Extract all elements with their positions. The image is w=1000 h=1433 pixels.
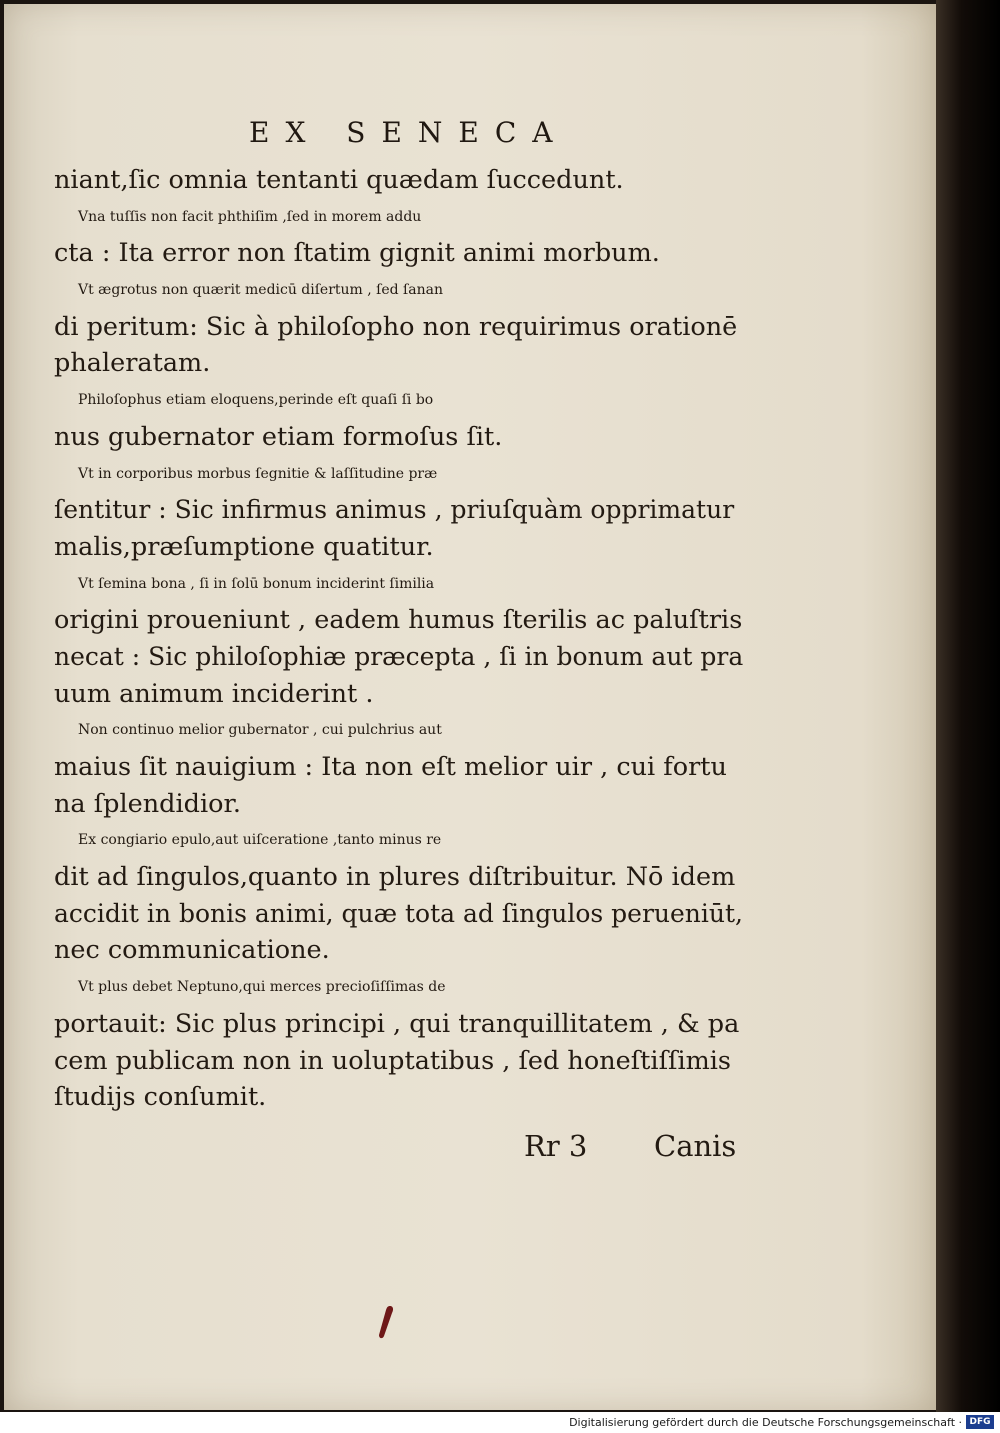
- body-text: [54, 162, 744, 1116]
- catchword: Canis: [654, 1129, 737, 1163]
- text-line: origini proueniunt , eadem humus ſterilis ac paluſtris: [54, 605, 743, 636]
- text-line: dit ad ſingulos,quanto in plures diſtribuitur. Nō idem: [54, 862, 736, 893]
- text-line: ſtudijs conſumit.: [54, 1082, 267, 1113]
- text-line: Ex congiario epulo,aut uiſceratione ,tanto minus re: [78, 832, 442, 849]
- text-line: Vt ægrotus non quærit medicū diſertum , ſed ſanan: [78, 282, 443, 299]
- digitization-footer: [0, 1412, 1000, 1433]
- text-line: malis,præſumptione quatitur.: [54, 531, 434, 562]
- text-line: Non continuo melior gubernator , cui pulchrius aut: [78, 722, 442, 739]
- signature-mark: Rr 3: [524, 1129, 588, 1163]
- text-line: Vt in corporibus morbus ſegnitie & laſſitudine præ: [78, 465, 438, 482]
- text-line: portauit: Sic plus principi , qui tranquillitatem , & pa: [54, 1008, 740, 1039]
- text-line: niant,ſic omnia tentanti quædam ſuccedunt.: [54, 165, 624, 195]
- text-line: ſentitur : Sic infirmus animus , priuſquàm opprimatur: [54, 495, 735, 525]
- text-line: cem publicam non in uoluptatibus , ſed honeſtiſſimis: [54, 1045, 732, 1076]
- text-line: nus gubernator etiam formoſus ſit.: [54, 421, 503, 452]
- text-line: Vt ſemina bona , ſi in ſolū bonum inciderint ſimilia: [78, 575, 435, 592]
- text-line: maius ſit nauigium : Ita non eſt melior uir , cui fortu: [54, 752, 727, 782]
- text-line: necat : Sic philoſophiæ præcepta , ſi in bonum aut pra: [54, 641, 744, 671]
- ink-mark: [376, 1304, 396, 1340]
- text-line: uum animum inciderint .: [54, 678, 374, 709]
- text-line: cta : Ita error non ſtatim gignit animi morbum.: [54, 238, 660, 269]
- page-edge-shadow: [936, 0, 1000, 1412]
- dfg-logo: DFG: [966, 1415, 994, 1429]
- text-line: nec communicatione.: [54, 935, 330, 966]
- running-head: EX SENECA: [249, 116, 569, 149]
- text-line: Vt plus debet Neptuno,qui merces precioſiſſimas de: [78, 979, 446, 996]
- text-line: di peritum: Sic à philoſopho non requirimus orationē: [54, 311, 738, 342]
- text-line: accidit in bonis animi, quæ tota ad ſingulos perueniūt,: [54, 898, 743, 928]
- text-line: Philoſophus etiam eloquens,perinde eſt quaſi ſi bo: [78, 392, 434, 409]
- book-page: [4, 4, 936, 1410]
- footer-credit: Digitalisierung gefördert durch die Deutsche Forschungsgemeinschaft ·: [569, 1416, 962, 1429]
- text-line: phaleratam.: [54, 348, 211, 379]
- text-line: na ſplendidior.: [54, 788, 241, 819]
- text-line: Vna tuſſis non facit phthiſim ,ſed in morem addu: [78, 208, 422, 225]
